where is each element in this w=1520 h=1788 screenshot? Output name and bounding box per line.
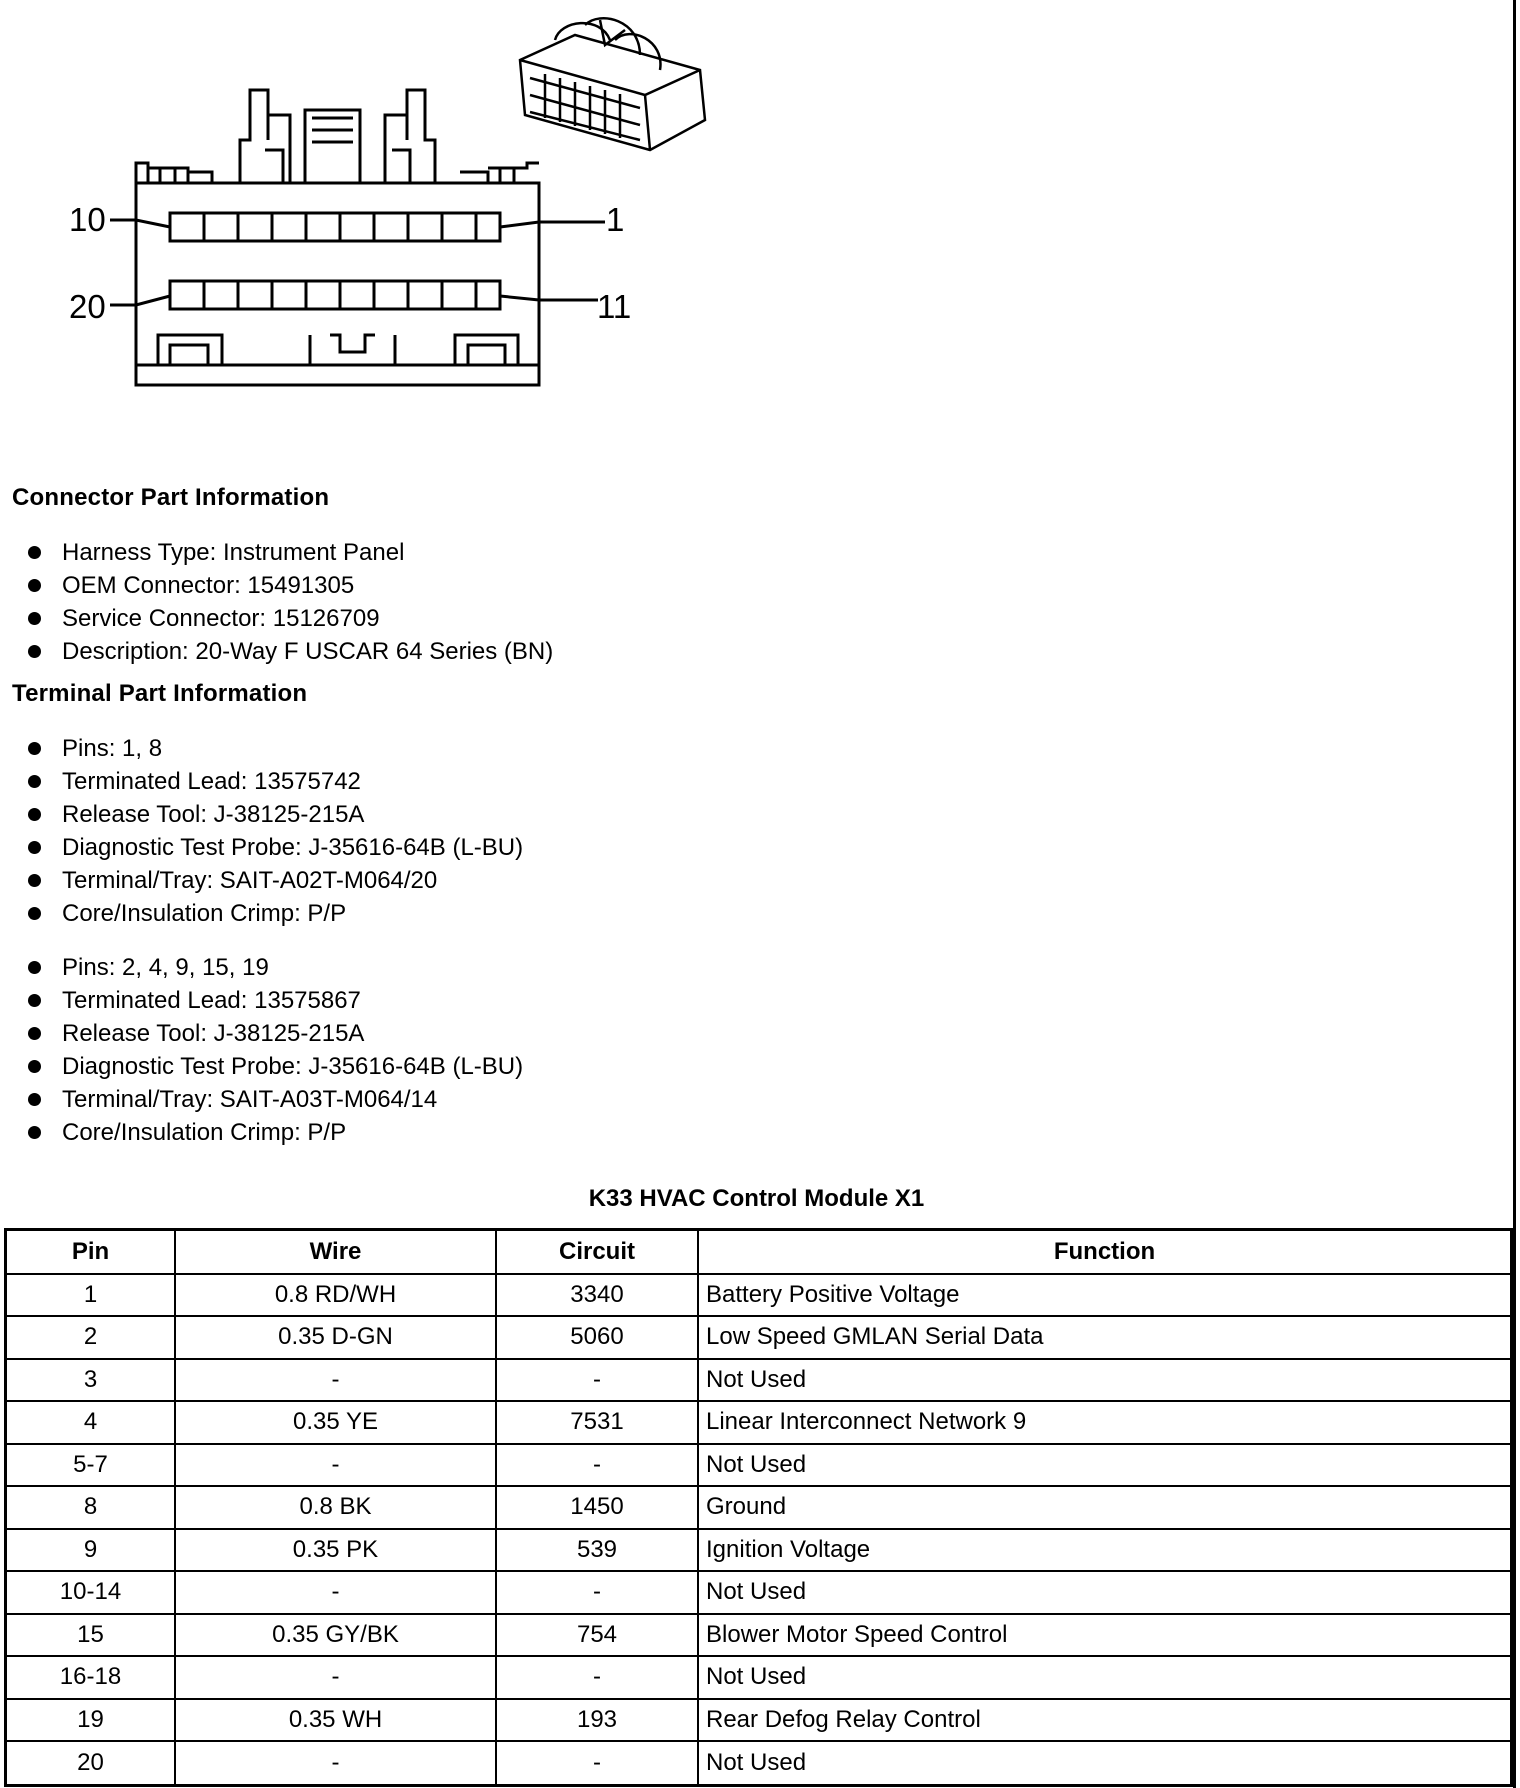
circuit-cell: - bbox=[496, 1444, 698, 1487]
table-row bbox=[7, 1656, 1510, 1699]
list-item: Pins: 1, 8 bbox=[28, 732, 523, 765]
circuit-cell: 3340 bbox=[496, 1274, 698, 1317]
table-title: K33 HVAC Control Module X1 bbox=[588, 1185, 925, 1212]
pin-label-20: 20 bbox=[69, 288, 106, 325]
function-cell: Battery Positive Voltage bbox=[698, 1274, 1510, 1317]
page-right-border bbox=[1513, 0, 1516, 1788]
list-item: Core/Insulation Crimp: P/P bbox=[28, 897, 523, 930]
circuit-cell: 539 bbox=[496, 1529, 698, 1572]
pin-row-bottom bbox=[170, 281, 500, 309]
connector-info-list bbox=[28, 536, 553, 668]
pin-label-1: 1 bbox=[606, 201, 625, 238]
function-cell: Not Used bbox=[698, 1656, 1510, 1699]
wire-cell: 0.35 GY/BK bbox=[175, 1614, 496, 1657]
function-cell: Blower Motor Speed Control bbox=[698, 1614, 1510, 1657]
circuit-cell: 5060 bbox=[496, 1316, 698, 1359]
circuit-cell: - bbox=[496, 1359, 698, 1402]
pin-row-top bbox=[170, 213, 500, 241]
list-item: Terminal/Tray: SAIT-A02T-M064/20 bbox=[28, 864, 523, 897]
pin-label-10: 10 bbox=[69, 201, 106, 238]
circuit-cell: 754 bbox=[496, 1614, 698, 1657]
circuit-cell: 193 bbox=[496, 1699, 698, 1742]
circuit-cell: 7531 bbox=[496, 1401, 698, 1444]
table-row bbox=[7, 1401, 1510, 1444]
header-function: Function bbox=[698, 1231, 1510, 1274]
list-item: Description: 20-Way F USCAR 64 Series (BN) bbox=[28, 635, 553, 668]
pin-cell: 9 bbox=[7, 1529, 175, 1572]
function-cell: Low Speed GMLAN Serial Data bbox=[698, 1316, 1510, 1359]
list-item: Release Tool: J-38125-215A bbox=[28, 1017, 523, 1050]
function-cell: Not Used bbox=[698, 1571, 1510, 1614]
list-item: Harness Type: Instrument Panel bbox=[28, 536, 553, 569]
table-row bbox=[7, 1571, 1510, 1614]
header-wire: Wire bbox=[175, 1231, 496, 1274]
circuit-cell: 1450 bbox=[496, 1486, 698, 1529]
wire-cell: 0.35 PK bbox=[175, 1529, 496, 1572]
terminal-info-group-2 bbox=[28, 951, 523, 1149]
table-row bbox=[7, 1529, 1510, 1572]
table-row bbox=[7, 1614, 1510, 1657]
wire-cell: - bbox=[175, 1741, 496, 1784]
function-cell: Ground bbox=[698, 1486, 1510, 1529]
pin-cell: 4 bbox=[7, 1401, 175, 1444]
wire-cell: 0.35 YE bbox=[175, 1401, 496, 1444]
wire-cell: 0.8 BK bbox=[175, 1486, 496, 1529]
list-item: OEM Connector: 15491305 bbox=[28, 569, 553, 602]
pin-cell: 16-18 bbox=[7, 1656, 175, 1699]
circuit-cell: - bbox=[496, 1656, 698, 1699]
wire-cell: 0.35 WH bbox=[175, 1699, 496, 1742]
list-item: Service Connector: 15126709 bbox=[28, 602, 553, 635]
wire-cell: - bbox=[175, 1444, 496, 1487]
header-circuit: Circuit bbox=[496, 1231, 698, 1274]
function-cell: Not Used bbox=[698, 1359, 1510, 1402]
circuit-cell: - bbox=[496, 1571, 698, 1614]
pin-cell: 20 bbox=[7, 1741, 175, 1784]
table-row bbox=[7, 1316, 1510, 1359]
table-row bbox=[7, 1741, 1510, 1784]
wire-cell: - bbox=[175, 1656, 496, 1699]
terminal-info-title: Terminal Part Information bbox=[12, 680, 308, 707]
table-row bbox=[7, 1359, 1510, 1402]
pin-cell: 15 bbox=[7, 1614, 175, 1657]
table-row bbox=[7, 1699, 1510, 1742]
function-cell: Not Used bbox=[698, 1741, 1510, 1784]
list-item: Pins: 2, 4, 9, 15, 19 bbox=[28, 951, 523, 984]
list-item: Diagnostic Test Probe: J-35616-64B (L-BU) bbox=[28, 1050, 523, 1083]
function-cell: Ignition Voltage bbox=[698, 1529, 1510, 1572]
list-item: Terminated Lead: 13575742 bbox=[28, 765, 523, 798]
pinout-table bbox=[4, 1228, 1513, 1787]
header-pin: Pin bbox=[7, 1231, 175, 1274]
wire-cell: 0.8 RD/WH bbox=[175, 1274, 496, 1317]
circuit-cell: - bbox=[496, 1741, 698, 1784]
pin-cell: 10-14 bbox=[7, 1571, 175, 1614]
wire-cell: 0.35 D-GN bbox=[175, 1316, 496, 1359]
connector-face-illustration bbox=[0, 0, 800, 420]
function-cell: Linear Interconnect Network 9 bbox=[698, 1401, 1510, 1444]
table-header-row bbox=[7, 1231, 1510, 1274]
pin-cell: 3 bbox=[7, 1359, 175, 1402]
list-item: Release Tool: J-38125-215A bbox=[28, 798, 523, 831]
terminal-info-group-1 bbox=[28, 732, 523, 930]
function-cell: Rear Defog Relay Control bbox=[698, 1699, 1510, 1742]
connector-3d-thumbnail bbox=[520, 18, 705, 150]
list-item: Diagnostic Test Probe: J-35616-64B (L-BU) bbox=[28, 831, 523, 864]
function-cell: Not Used bbox=[698, 1444, 1510, 1487]
table-row bbox=[7, 1486, 1510, 1529]
connector-info-title: Connector Part Information bbox=[12, 484, 330, 511]
table-row bbox=[7, 1274, 1510, 1317]
list-item: Terminated Lead: 13575867 bbox=[28, 984, 523, 1017]
pin-cell: 5-7 bbox=[7, 1444, 175, 1487]
list-item: Terminal/Tray: SAIT-A03T-M064/14 bbox=[28, 1083, 523, 1116]
pin-cell: 8 bbox=[7, 1486, 175, 1529]
connector-diagram bbox=[0, 0, 800, 420]
list-item: Core/Insulation Crimp: P/P bbox=[28, 1116, 523, 1149]
pin-cell: 2 bbox=[7, 1316, 175, 1359]
pin-label-11: 11 bbox=[597, 288, 632, 325]
wire-cell: - bbox=[175, 1359, 496, 1402]
pin-cell: 1 bbox=[7, 1274, 175, 1317]
pin-cell: 19 bbox=[7, 1699, 175, 1742]
wire-cell: - bbox=[175, 1571, 496, 1614]
table-row bbox=[7, 1444, 1510, 1487]
